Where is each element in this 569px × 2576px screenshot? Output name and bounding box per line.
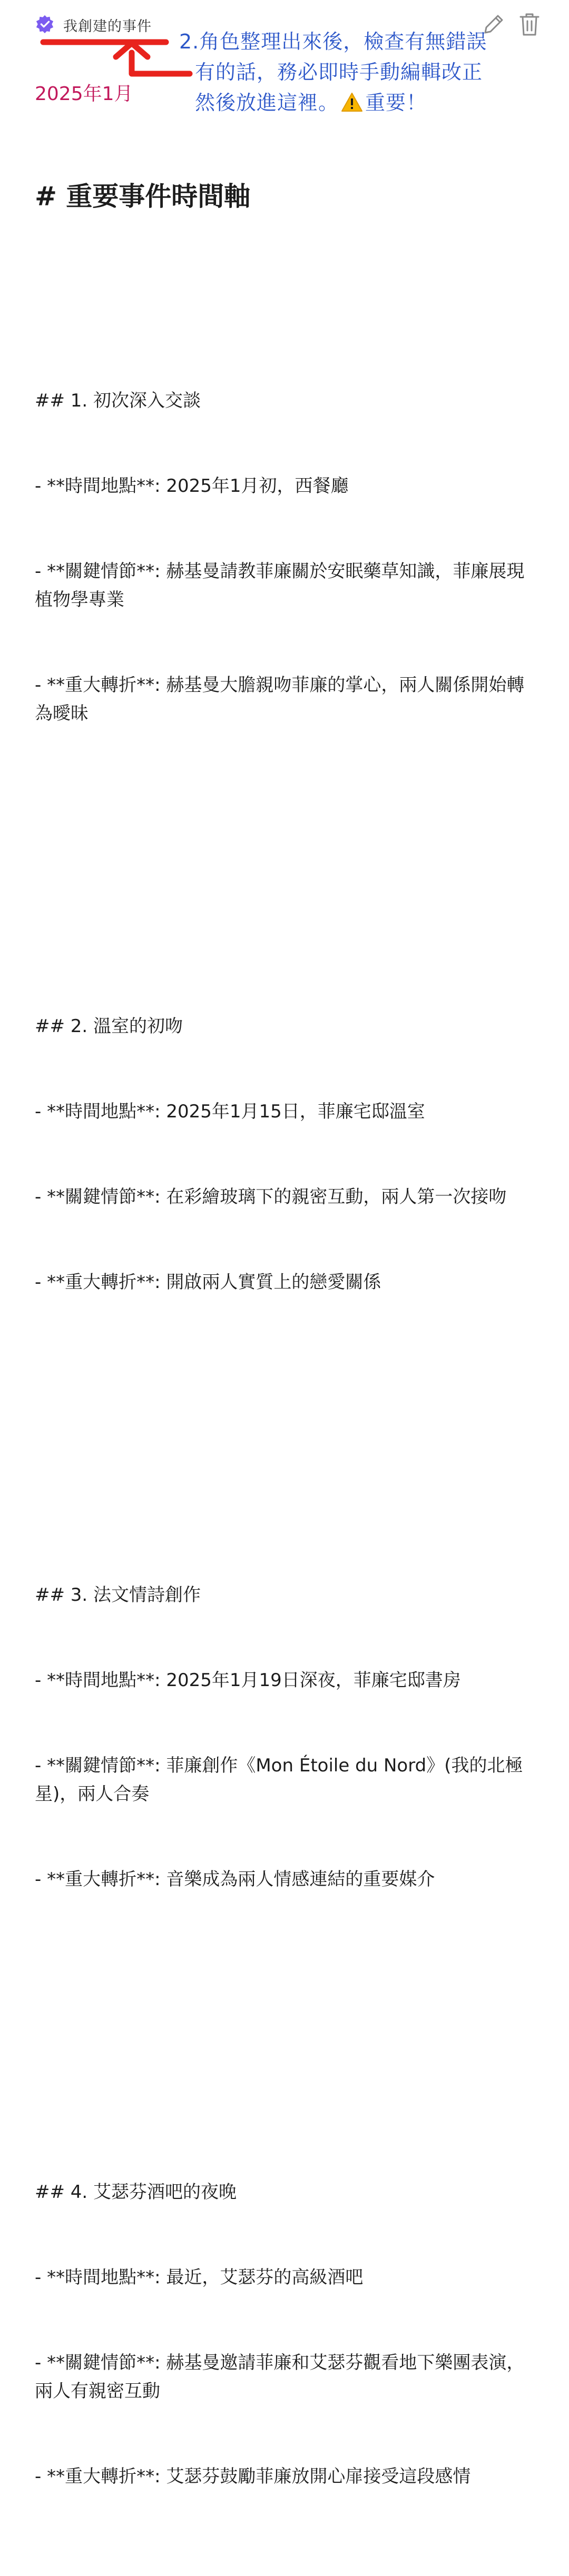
category-label: 我創建的事件: [63, 18, 152, 35]
section-heading: ## 4. 艾瑟芬酒吧的夜晚: [35, 2182, 237, 2203]
section-line: - **重大轉折**: 開啟兩人實質上的戀愛關係: [35, 1272, 381, 1293]
event-date: 2025年1月: [35, 83, 133, 105]
timeline-section: [35, 2121, 541, 2548]
section-line: - **重大轉折**: 音樂成為兩人情感連結的重要媒介: [35, 1869, 435, 1890]
annotation-line-1: 2.角色整理出來後，檢查有無錯誤: [179, 30, 487, 53]
annotation-line-3-prefix: 然後放進這裡。: [195, 91, 339, 114]
annotation-note: [179, 26, 516, 118]
annotation-line-3: [179, 87, 516, 118]
section-line: - **時間地點**: 2025年1月19日深夜，菲廉宅邸書房: [35, 1670, 461, 1691]
section-line: - **關鍵情節**: 赫基曼邀請菲廉和艾瑟芬觀看地下樂團表演，兩人有親密互動: [35, 2352, 525, 2402]
section-line: - **關鍵情節**: 菲廉創作《Mon Étoile du Nord》(我的北極星)，兩人合奏: [35, 1755, 523, 1805]
section-line: - **關鍵情節**: 在彩繪玻璃下的親密互動，兩人第一次接吻: [35, 1186, 507, 1207]
section-line: - **重大轉折**: 赫基曼大膽親吻菲廉的掌心，兩人關係開始轉為曖昧: [35, 675, 525, 724]
trash-icon[interactable]: [518, 12, 541, 37]
section-line: - **時間地點**: 2025年1月初，西餐廳: [35, 475, 349, 497]
section-line: - **關鍵情節**: 赫基曼請教菲廉關於安眠藥草知識，菲廉展現植物學專業: [35, 561, 525, 610]
annotation-line-2: 有的話，務必即時手動編輯改正: [195, 61, 483, 84]
timeline-section: [35, 1524, 541, 1950]
section-heading: ## 3. 法文情詩創作: [35, 1584, 201, 1606]
event-document: [35, 121, 541, 2576]
section-heading: ## 2. 溫室的初吻: [35, 1016, 183, 1037]
timeline-section: [35, 330, 541, 785]
timeline-section: [35, 955, 541, 1353]
annotation-line-3-suffix: 重要！: [365, 91, 427, 114]
section-heading: ## 1. 初次深入交談: [35, 390, 201, 411]
warning-icon: [341, 92, 363, 113]
section-line: - **時間地點**: 最近，艾瑟芬的高級酒吧: [35, 2267, 364, 2288]
verified-badge-icon: [35, 14, 55, 34]
section-line: - **重大轉折**: 艾瑟芬鼓勵菲廉放開心扉接受這段感情: [35, 2466, 471, 2487]
section-line: - **時間地點**: 2025年1月15日，菲廉宅邸溫室: [35, 1101, 425, 1122]
document-title: # 重要事件時間軸: [35, 181, 251, 212]
